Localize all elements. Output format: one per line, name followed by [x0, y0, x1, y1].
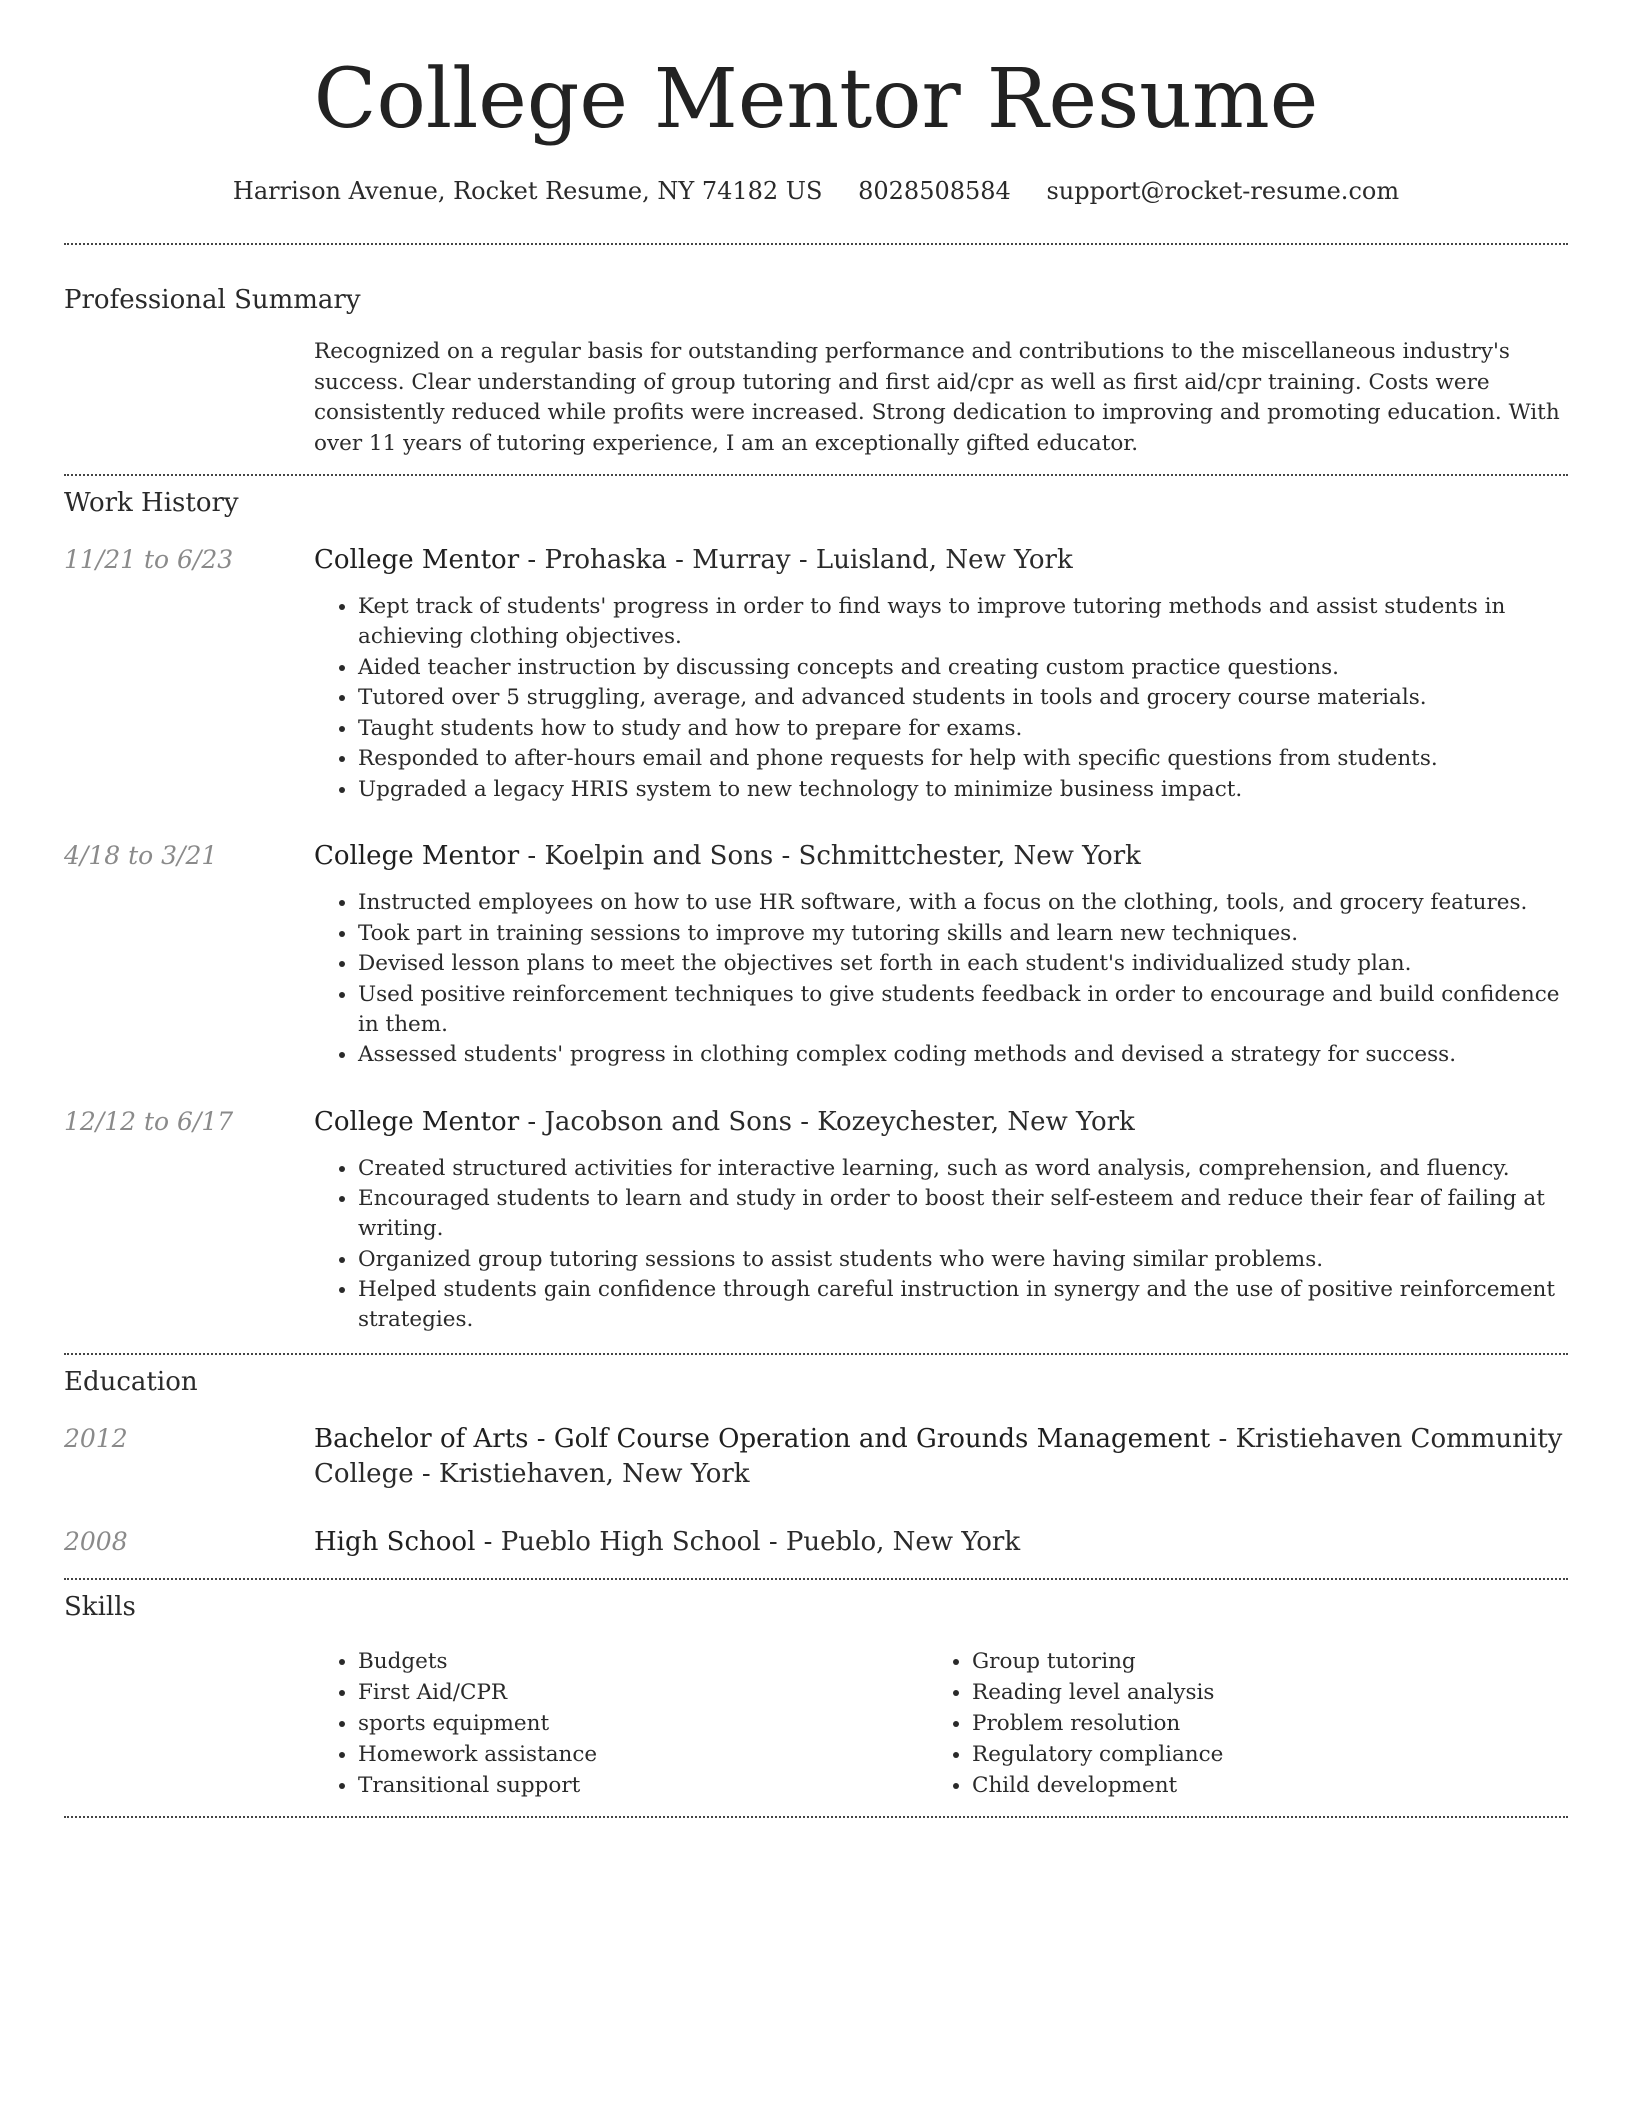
skills-date-spacer — [64, 1646, 314, 1801]
job-title — [314, 839, 1568, 874]
section-title-education: Education — [64, 1366, 198, 1397]
job-role: College Mentor — [314, 1106, 520, 1137]
education-school: - Kristiehaven Community College - Kristiehaven, New York — [314, 1423, 1563, 1489]
job-dates: 12/12 to 6/17 — [64, 1106, 234, 1136]
job-role: College Mentor — [314, 545, 520, 575]
section-title-skills: Skills — [64, 1591, 136, 1622]
education-degree: Bachelor of Arts - Golf Course Operation and Grounds Management — [314, 1423, 1211, 1454]
contact-address: Harrison Avenue, Rocket Resume, NY 74182 US — [232, 177, 823, 205]
resume-title: College Mentor Resume — [313, 52, 1319, 147]
job-bullets — [314, 888, 1568, 1070]
education-title — [314, 1525, 1568, 1560]
job-bullets — [314, 592, 1568, 805]
job-entry — [64, 1105, 1568, 1336]
job-employer: - Jacobson and Sons - Kozeychester, New York — [519, 1106, 1135, 1137]
section-title-work: Work History — [64, 488, 239, 518]
education-school: - Pueblo High School - Pueblo, New York — [475, 1526, 1021, 1557]
divider — [64, 1353, 1568, 1355]
skills-list-left — [314, 1646, 928, 1801]
skill-item: • Reading level analysis — [972, 1677, 1542, 1708]
job-bullet: • Took part in training sessions to improve my tutoring skills and learn new techniques. — [358, 919, 1568, 949]
job-dates: 4/18 to 3/21 — [64, 841, 218, 870]
skills-grid — [314, 1646, 1568, 1801]
job-bullet: • Responded to after-hours email and phone requests for help with specific questions from students. — [358, 744, 1568, 774]
job-bullet: • Created structured activities for interactive learning, such as word analysis, comprehension, and fluency. — [358, 1154, 1568, 1184]
contact-line — [64, 176, 1568, 206]
skill-item: • Group tutoring — [972, 1646, 1542, 1677]
job-bullet: • Tutored over 5 struggling, average, and advanced students in tools and grocery course materials. — [358, 683, 1568, 713]
job-bullet: • Aided teacher instruction by discussing concepts and creating custom practice questions. — [358, 653, 1568, 683]
divider — [64, 474, 1568, 476]
education-title — [314, 1422, 1568, 1492]
job-bullets — [314, 1154, 1568, 1336]
education-year: 2012 — [64, 1423, 128, 1453]
contact-phone: 8028508584 — [858, 177, 1011, 205]
job-role: College Mentor — [314, 841, 520, 871]
skills-section — [64, 1591, 1568, 1801]
job-bullet: • Instructed employees on how to use HR software, with a focus on the clothing, tools, and grocery features. — [358, 888, 1568, 918]
job-bullet: • Encouraged students to learn and study in order to boost their self-esteem and reduce their fear of failing at writing. — [358, 1184, 1568, 1244]
skill-item: • sports equipment — [358, 1708, 928, 1739]
divider — [64, 243, 1568, 245]
job-bullet: • Helped students gain confidence through careful instruction in synergy and the use of positive reinforcement strategies. — [358, 1275, 1568, 1335]
section-title-summary: Professional Summary — [64, 285, 361, 315]
summary-date-spacer — [64, 337, 314, 459]
skill-item: • Transitional support — [358, 1770, 928, 1801]
job-employer: - Prohaska - Murray - Luisland, New York — [519, 545, 1073, 575]
education-entry — [64, 1422, 1568, 1492]
education-year: 2008 — [64, 1526, 128, 1556]
work-history-section — [64, 487, 1568, 1336]
job-bullet: • Used positive reinforcement techniques to give students feedback in order to encourage and build confidence in them. — [358, 980, 1568, 1040]
job-entry — [64, 839, 1568, 1071]
job-bullet: • Assessed students' progress in clothing complex coding methods and devised a strategy for success. — [358, 1040, 1568, 1070]
job-bullet: • Organized group tutoring sessions to assist students who were having similar problems. — [358, 1245, 1568, 1275]
skill-item: • First Aid/CPR — [358, 1677, 928, 1708]
job-entry — [64, 543, 1568, 805]
job-title — [314, 1105, 1568, 1140]
skill-item: • Child development — [972, 1770, 1542, 1801]
education-section — [64, 1366, 1568, 1560]
divider — [64, 1578, 1568, 1580]
job-bullet: • Taught students how to study and how to prepare for exams. — [358, 714, 1568, 744]
skill-item: • Budgets — [358, 1646, 928, 1677]
skill-item: • Homework assistance — [358, 1739, 928, 1770]
divider — [64, 1816, 1568, 1818]
resume-header — [64, 0, 1568, 206]
job-bullet: • Upgraded a legacy HRIS system to new technology to minimize business impact. — [358, 775, 1568, 805]
summary-section — [64, 284, 1568, 459]
skill-item: • Problem resolution — [972, 1708, 1542, 1739]
skills-list-right — [928, 1646, 1542, 1801]
job-bullet: • Kept track of students' progress in order to find ways to improve tutoring methods and assist students in achieving clothing objectives. — [358, 592, 1568, 652]
contact-email: support@rocket-resume.com — [1046, 177, 1400, 205]
education-degree: High School — [314, 1526, 476, 1557]
education-entry — [64, 1525, 1568, 1560]
job-dates: 11/21 to 6/23 — [64, 545, 234, 574]
summary-text: Recognized on a regular basis for outstanding performance and contributions to the miscellaneous industry's success. Clear understanding of group tutoring and first aid/cpr as well as first aid/cpr training. Costs were consistently reduced while profits were increased. Strong dedication to improving and promoting education. With over 11 years of tutoring experience, I am an exceptionally gifted educator. — [314, 339, 1560, 456]
resume-page — [64, 0, 1568, 1818]
job-title — [314, 543, 1568, 578]
skill-item: • Regulatory compliance — [972, 1739, 1542, 1770]
job-employer: - Koelpin and Sons - Schmittchester, New York — [519, 841, 1141, 871]
job-bullet: • Devised lesson plans to meet the objectives set forth in each student's individualized study plan. — [358, 949, 1568, 979]
